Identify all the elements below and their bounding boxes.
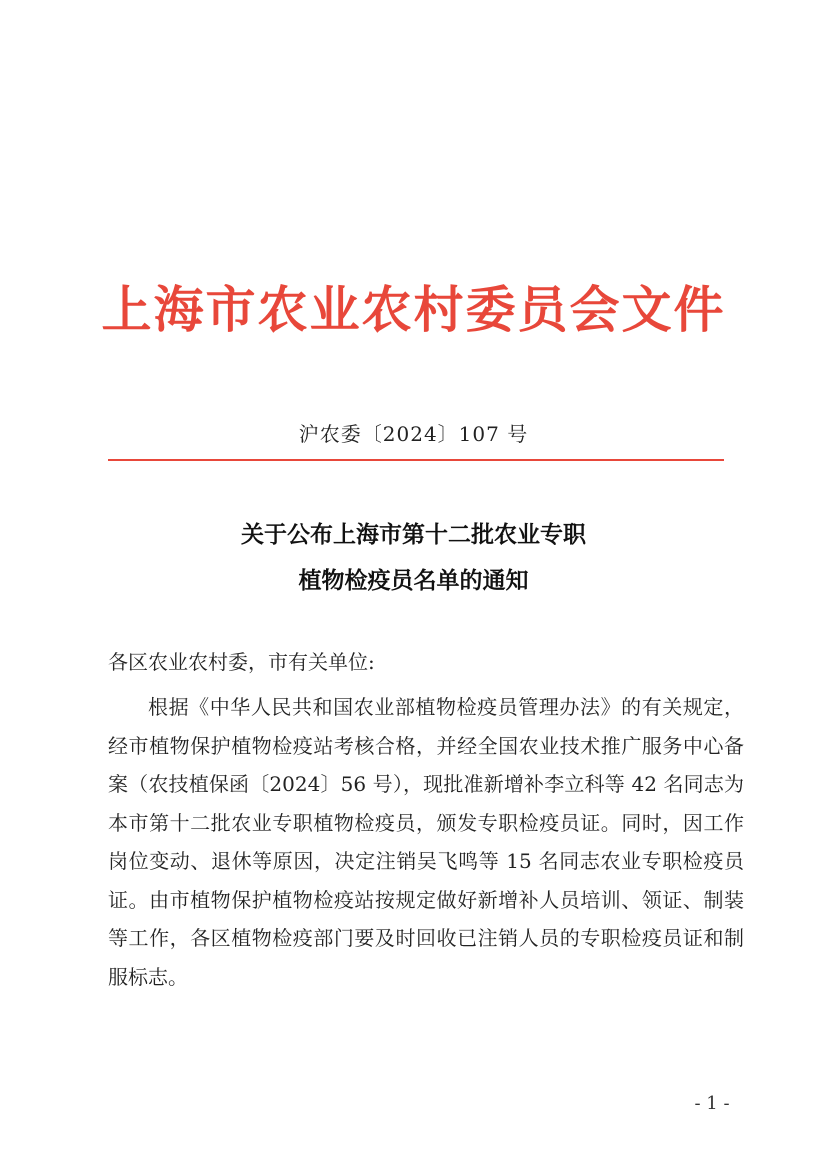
issuer-red-header: 上海市农业农村委员会文件 [101,280,726,339]
notice-title [0,512,827,604]
salutation: 各区农业农村委，市有关单位: [108,650,375,674]
notice-title-line-1: 关于公布上海市第十二批农业专职 [241,521,586,548]
notice-body-paragraph: 根据《中华人民共和国农业部植物检疫员管理办法》的有关规定，经市植物保护植物检疫站考核合格，并经全国农业技术推广服务中心备案（农技植保函〔2024〕56 号），现批准新增补李立科等 42 名同志为本市第十二批农业专职植物检疫员，颁发专职检疫员证。同时，因工作岗位变动、退休等原因，决定注销吴飞鸣等 15 名同志农业专职检疫员证。由市植物保护植物检疫站按规定做好新增补人员培训、领证、制装等工作，各区植物检疫部门要及时回收已注销人员的专职检疫员证和制服标志。 [108,695,744,989]
document-number: 沪农委〔2024〕107 号 [298,422,529,446]
notice-title-line-2: 植物检疫员名单的通知 [298,567,529,594]
red-divider-line [108,459,724,461]
page-number: - 1 - [694,1093,730,1114]
